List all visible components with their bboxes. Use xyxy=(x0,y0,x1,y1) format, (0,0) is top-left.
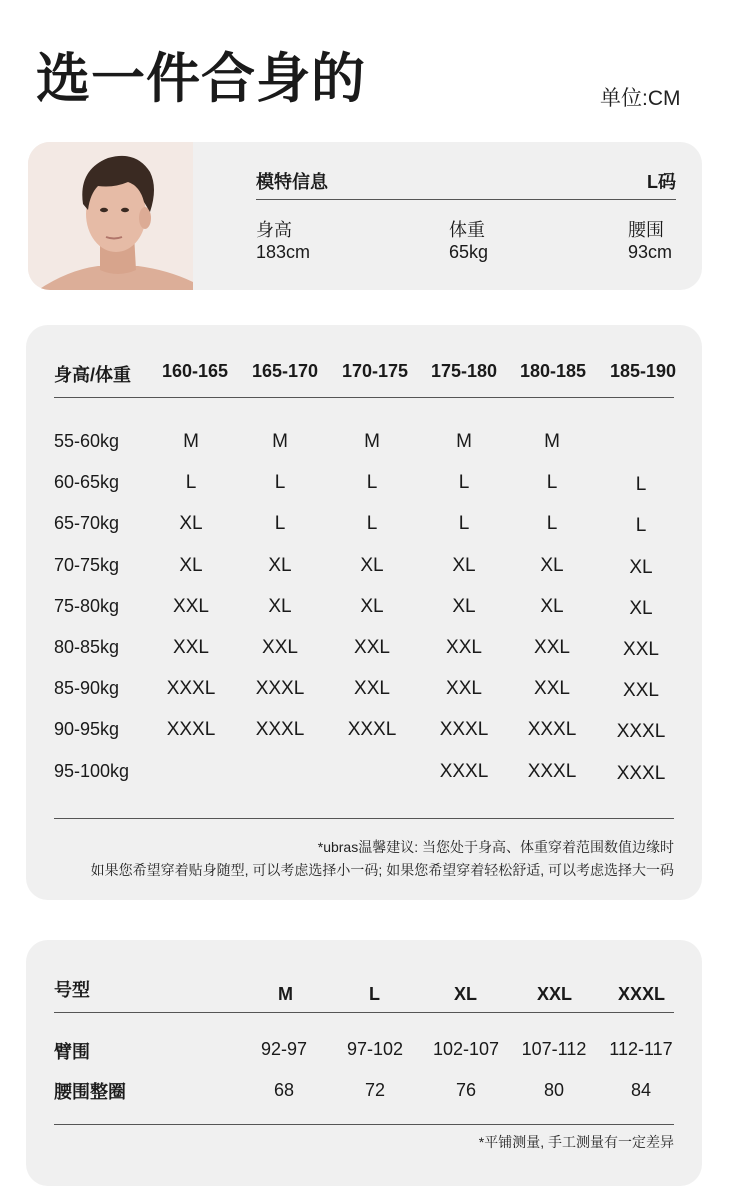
size-cell: XXL xyxy=(173,596,209,617)
size-cell: XXL xyxy=(446,637,482,658)
size-cell: XXXL xyxy=(616,721,666,742)
measurement-value: 112-117 xyxy=(609,1039,673,1059)
measurement-value: 92-97 xyxy=(260,1039,308,1059)
size-cell: XXL xyxy=(623,680,659,701)
size-cell: XL xyxy=(452,596,476,617)
divider xyxy=(256,199,676,200)
size-cell: XXL xyxy=(354,678,390,699)
size-column-header: XXXL xyxy=(618,984,666,1004)
weight-row-label: 90-95kg xyxy=(54,719,120,739)
size-cell: L xyxy=(274,513,286,534)
model-height-label: 身高 xyxy=(256,220,292,240)
size-cell: XL xyxy=(360,555,384,576)
size-cell: L xyxy=(635,474,647,495)
size-cell: XL xyxy=(179,513,203,534)
size-cell: XXXL xyxy=(527,761,577,782)
measurement-value: 84 xyxy=(630,1080,652,1100)
size-cell: XXXL xyxy=(166,719,216,740)
model-height-value: 183cm xyxy=(256,242,311,262)
size-cell: XXL xyxy=(534,678,570,699)
size-cell: XL xyxy=(540,596,564,617)
weight-row-label: 85-90kg xyxy=(54,678,120,698)
size-cell: L xyxy=(458,513,470,534)
size-cell: XXL xyxy=(623,639,659,660)
model-info-heading: 模特信息 xyxy=(256,172,328,192)
unit-label: 单位:CM xyxy=(600,87,681,110)
size-cell: XXXL xyxy=(166,678,216,699)
measurement-value: 80 xyxy=(543,1080,565,1100)
weight-row-label: 70-75kg xyxy=(54,555,120,575)
model-info-card xyxy=(28,142,702,290)
size-cell: XL xyxy=(360,596,384,617)
size-advice-note: 如果您希望穿着贴身随型, 可以考虑选择小一码; 如果您希望穿着轻松舒适, 可以考虑选择大一码 xyxy=(90,862,674,878)
size-cell: XL xyxy=(452,555,476,576)
measurement-card xyxy=(26,940,702,1186)
measurement-value: 76 xyxy=(455,1080,477,1100)
size-column-header: XL xyxy=(454,984,478,1004)
divider xyxy=(54,1124,674,1125)
measurement-value: 97-102 xyxy=(346,1039,404,1059)
model-size: L码 xyxy=(647,172,676,192)
weight-row-label: 75-80kg xyxy=(54,596,120,616)
size-column-header: M xyxy=(278,984,293,1004)
model-weight-label: 体重 xyxy=(449,220,485,240)
size-chart-card xyxy=(26,325,702,900)
size-cell: XXL xyxy=(534,637,570,658)
height-column-header: 170-175 xyxy=(342,361,409,381)
size-cell: XXXL xyxy=(347,719,397,740)
measurement-corner-label: 号型 xyxy=(54,980,90,1000)
size-cell: XL xyxy=(540,555,564,576)
size-cell: XXL xyxy=(354,637,390,658)
page-title: 选一件合身的 xyxy=(36,49,366,109)
measurement-row-label: 腰围整圈 xyxy=(54,1082,126,1102)
size-cell: XL xyxy=(179,555,203,576)
size-cell: M xyxy=(456,431,472,452)
divider xyxy=(54,1012,674,1013)
divider xyxy=(54,818,674,819)
size-cell: XXXL xyxy=(439,761,489,782)
size-cell: XXXL xyxy=(255,678,305,699)
size-cell: XXXL xyxy=(616,763,666,784)
divider xyxy=(54,397,674,398)
height-column-header: 175-180 xyxy=(431,361,498,381)
size-cell: XL xyxy=(629,598,653,619)
size-cell: XL xyxy=(268,555,292,576)
measurement-value: 72 xyxy=(364,1080,386,1100)
weight-row-label: 60-65kg xyxy=(54,472,120,492)
size-cell: M xyxy=(272,431,288,452)
weight-row-label: 95-100kg xyxy=(54,761,130,781)
model-waist-value: 93cm xyxy=(628,242,673,262)
size-cell: L xyxy=(458,472,470,493)
size-cell: L xyxy=(546,472,558,493)
size-cell: XXXL xyxy=(439,719,489,740)
measurement-row-label: 臂围 xyxy=(54,1042,90,1062)
size-cell: M xyxy=(183,431,199,452)
measurement-value: 102-107 xyxy=(432,1039,500,1059)
weight-row-label: 55-60kg xyxy=(54,431,120,451)
size-cell: XXXL xyxy=(255,719,305,740)
weight-row-label: 80-85kg xyxy=(54,637,120,657)
size-cell: XL xyxy=(268,596,292,617)
size-cell: XL xyxy=(629,557,653,578)
weight-row-label: 65-70kg xyxy=(54,513,120,533)
size-cell: L xyxy=(546,513,558,534)
height-column-header: 160-165 xyxy=(162,361,229,381)
size-cell: L xyxy=(185,472,197,493)
size-cell: L xyxy=(366,513,378,534)
chart-corner-label: 身高/体重 xyxy=(54,365,132,385)
size-cell: XXL xyxy=(446,678,482,699)
model-waist-label: 腰围 xyxy=(628,220,664,240)
measurement-value: 107-112 xyxy=(521,1039,587,1059)
measurement-value: 68 xyxy=(273,1080,295,1100)
size-cell: XXL xyxy=(262,637,298,658)
size-cell: L xyxy=(635,515,647,536)
size-cell: M xyxy=(364,431,380,452)
height-column-header: 165-170 xyxy=(252,361,319,381)
model-photo xyxy=(28,142,193,290)
size-cell: XXXL xyxy=(527,719,577,740)
size-column-header: XXL xyxy=(537,984,573,1004)
size-cell: L xyxy=(366,472,378,493)
size-cell: XXL xyxy=(173,637,209,658)
size-advice-note: *ubras温馨建议: 当您处于身高、体重穿着范围数值边缘时 xyxy=(317,839,674,855)
size-column-header: L xyxy=(369,984,380,1004)
measurement-note: *平铺测量, 手工测量有一定差异 xyxy=(478,1134,674,1150)
height-column-header: 185-190 xyxy=(610,361,677,381)
height-column-header: 180-185 xyxy=(520,361,587,381)
size-cell: M xyxy=(544,431,560,452)
size-cell: L xyxy=(274,472,286,493)
model-weight-value: 65kg xyxy=(449,242,489,262)
